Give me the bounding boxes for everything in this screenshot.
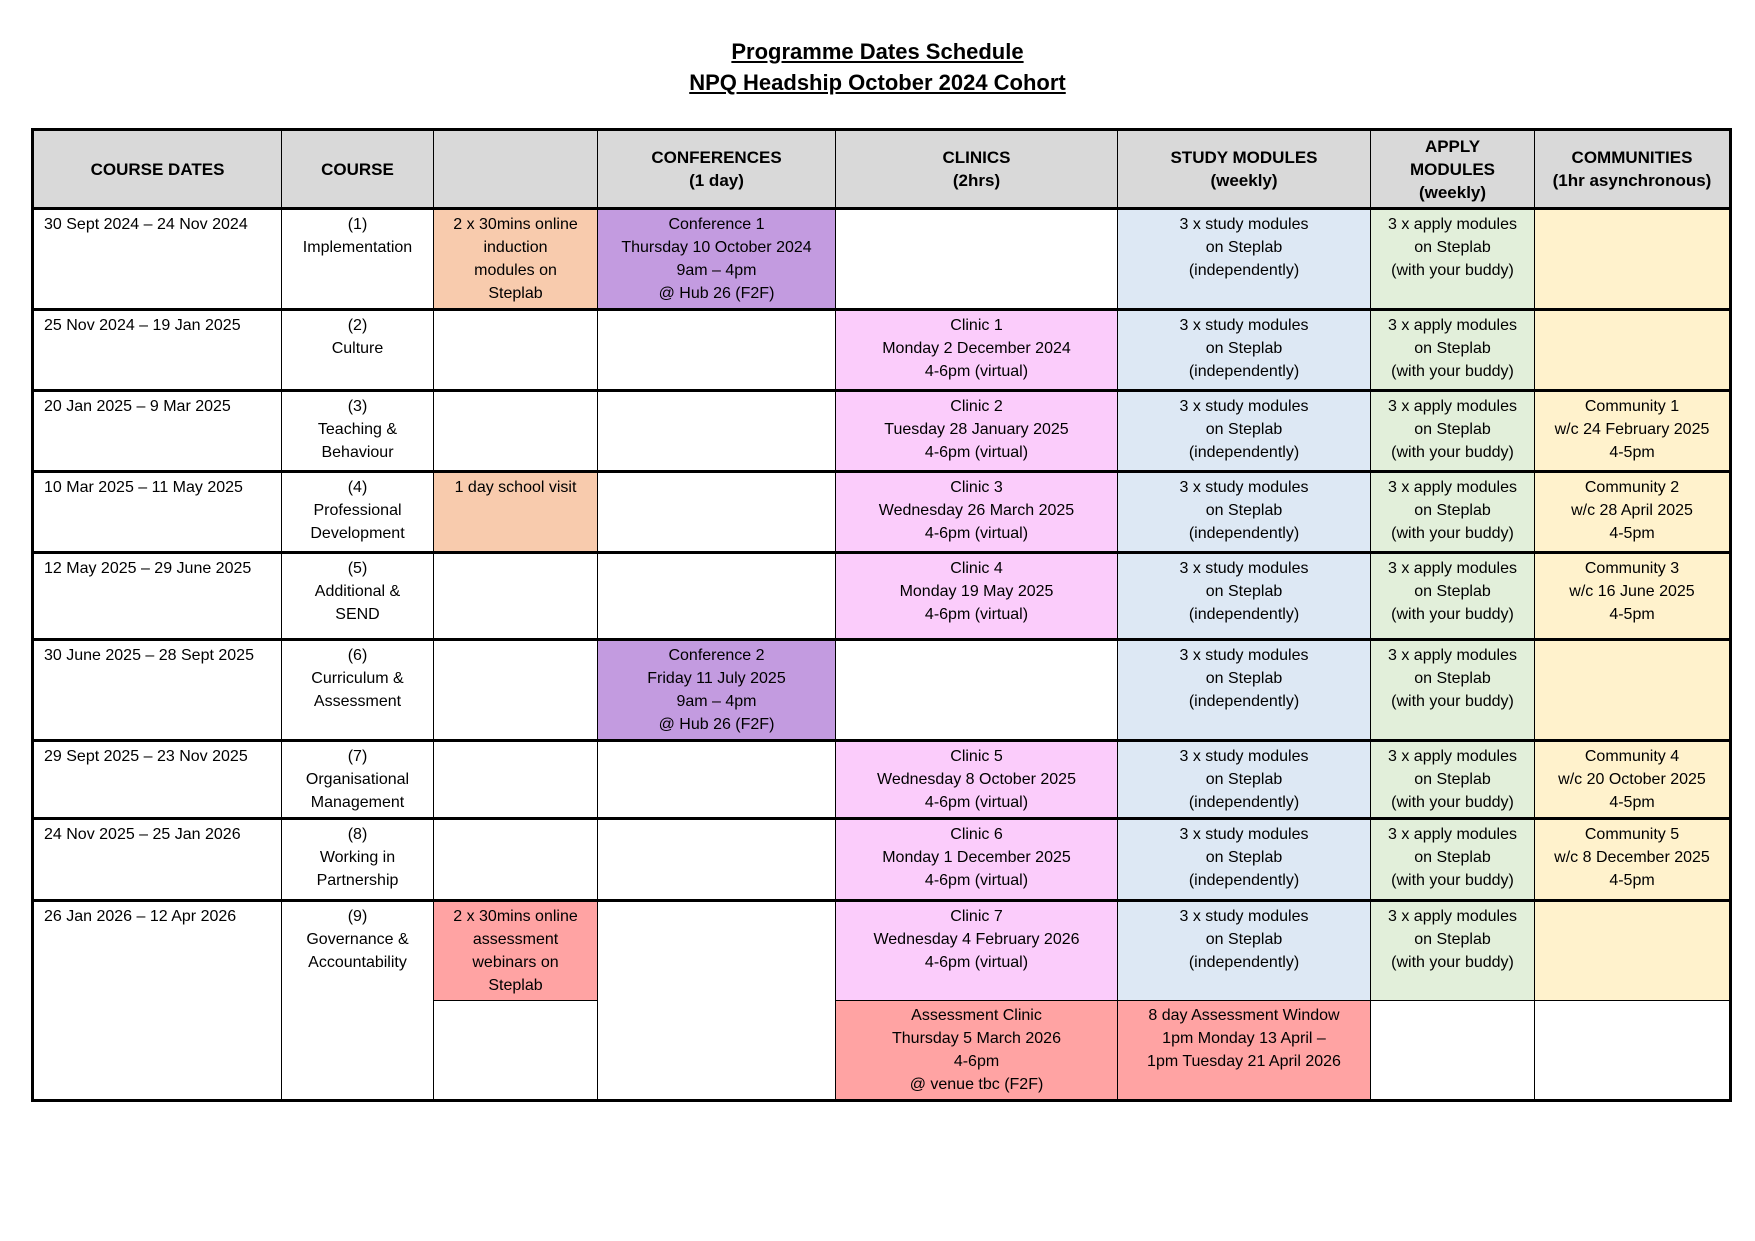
- text-line: on Steplab: [1414, 670, 1491, 687]
- course-cell: [282, 741, 434, 819]
- text-line: 1pm Tuesday 21 April 2026: [1147, 1053, 1341, 1070]
- text-line: (independently): [1188, 954, 1300, 971]
- text-line: 8 day Assessment Window: [1148, 1007, 1340, 1024]
- text-line: on Steplab: [1205, 771, 1283, 788]
- clinic-cell: [836, 310, 1118, 391]
- conference-cell: [598, 310, 836, 391]
- text-line: Monday 2 December 2024: [882, 340, 1071, 357]
- conference-cell: [598, 640, 836, 741]
- study-modules-cell: [1118, 310, 1371, 391]
- text-line: w/c 24 February 2025: [1554, 421, 1710, 438]
- text-line: (with your buddy): [1391, 444, 1514, 461]
- extra-activity-cell: [434, 1001, 598, 1101]
- course-cell: [282, 310, 434, 391]
- course-dates-cell: 25 Nov 2024 – 19 Jan 2025: [33, 310, 282, 391]
- text-line: 3 x study modules: [1179, 748, 1309, 765]
- text-line: on Steplab: [1205, 239, 1283, 256]
- community-cell: [1535, 741, 1731, 819]
- text-line: COMMUNITIES: [1571, 148, 1693, 167]
- text-line: (9): [347, 908, 368, 925]
- extra-activity-cell: [434, 741, 598, 819]
- text-line: Friday 11 July 2025: [647, 670, 786, 687]
- table-row: [33, 901, 1731, 1001]
- study-modules-cell: [1118, 640, 1371, 741]
- course-dates-cell: 24 Nov 2025 – 25 Jan 2026: [33, 819, 282, 901]
- text-line: 1pm Monday 13 April –: [1162, 1030, 1326, 1047]
- text-line: 3 x apply modules: [1388, 479, 1517, 496]
- text-line: Assessment: [313, 693, 402, 710]
- community-cell: [1535, 391, 1731, 472]
- text-line: 2 x 30mins online: [453, 216, 578, 233]
- clinic-cell: [836, 741, 1118, 819]
- text-line: (with your buddy): [1391, 363, 1514, 380]
- text-line: Culture: [331, 340, 384, 357]
- text-line: Clinic 6: [950, 826, 1003, 843]
- table-row: [33, 472, 1731, 553]
- text-line: 4-6pm (virtual): [924, 954, 1029, 971]
- text-line: 3 x apply modules: [1388, 317, 1517, 334]
- text-line: 3 x study modules: [1179, 647, 1309, 664]
- apply-modules-cell: [1371, 901, 1535, 1001]
- text-line: Clinic 3: [950, 479, 1003, 496]
- title-line-1: Programme Dates Schedule: [731, 39, 1024, 64]
- extra-activity-cell: [434, 819, 598, 901]
- text-line: 1 day school visit: [454, 479, 577, 496]
- schedule-table: [31, 128, 1732, 1102]
- text-line: Community 4: [1584, 748, 1680, 765]
- course-cell: [282, 640, 434, 741]
- text-line: (1hr asynchronous): [1552, 171, 1712, 190]
- text-line: CLINICS: [942, 148, 1011, 167]
- text-line: (independently): [1188, 444, 1300, 461]
- text-line: (with your buddy): [1391, 262, 1514, 279]
- text-line: (with your buddy): [1391, 606, 1514, 623]
- apply-modules-cell: [1371, 391, 1535, 472]
- text-line: (2): [347, 317, 368, 334]
- text-line: APPLY: [1424, 136, 1481, 156]
- conference-cell: [598, 472, 836, 553]
- text-line: 3 x apply modules: [1388, 398, 1517, 415]
- text-line: Wednesday 26 March 2025: [878, 502, 1075, 519]
- text-line: Organisational: [305, 771, 410, 788]
- text-line: (3): [347, 398, 368, 415]
- text-line: (independently): [1188, 525, 1300, 542]
- text-line: 3 x study modules: [1179, 216, 1309, 233]
- community-cell: [1535, 640, 1731, 741]
- text-line: Community 5: [1584, 826, 1680, 843]
- text-line: Wednesday 4 February 2026: [873, 931, 1080, 948]
- text-line: Clinic 1: [950, 317, 1003, 334]
- text-line: (with your buddy): [1391, 954, 1514, 971]
- assessment-clinic-cell: [836, 1001, 1118, 1101]
- text-line: 3 x study modules: [1179, 560, 1309, 577]
- community-cell: [1535, 1001, 1731, 1101]
- text-line: (8): [347, 826, 368, 843]
- table-row: [33, 640, 1731, 741]
- study-modules-cell: [1118, 741, 1371, 819]
- text-line: Management: [310, 794, 405, 811]
- text-line: @ Hub 26 (F2F): [658, 716, 775, 733]
- text-line: on Steplab: [1205, 340, 1283, 357]
- course-dates-cell: 29 Sept 2025 – 23 Nov 2025: [33, 741, 282, 819]
- community-cell: [1535, 310, 1731, 391]
- text-line: on Steplab: [1205, 502, 1283, 519]
- text-line: (with your buddy): [1391, 872, 1514, 889]
- text-line: 9am – 4pm: [676, 262, 757, 279]
- text-line: (weekly): [1210, 171, 1278, 190]
- text-line: w/c 8 December 2025: [1554, 849, 1710, 866]
- extra-activity-cell: [434, 901, 598, 1001]
- text-line: Community 1: [1584, 398, 1680, 415]
- text-line: 3 x apply modules: [1388, 908, 1517, 925]
- header-course-dates: COURSE DATES: [33, 130, 282, 209]
- text-line: Partnership: [316, 872, 399, 889]
- text-line: Conference 2: [668, 647, 765, 664]
- course-cell: [282, 472, 434, 553]
- text-line: (independently): [1188, 872, 1300, 889]
- extra-activity-cell: [434, 310, 598, 391]
- text-line: on Steplab: [1414, 502, 1491, 519]
- text-line: Steplab: [488, 977, 543, 994]
- course-cell: [282, 901, 434, 1101]
- text-line: (4): [347, 479, 368, 496]
- text-line: Thursday 10 October 2024: [621, 239, 812, 256]
- conference-cell: [598, 819, 836, 901]
- conference-cell: [598, 901, 836, 1101]
- text-line: (independently): [1188, 363, 1300, 380]
- text-line: 2 x 30mins online: [453, 908, 578, 925]
- text-line: modules on: [474, 262, 557, 279]
- apply-modules-cell: [1371, 553, 1535, 640]
- table-row: [33, 391, 1731, 472]
- text-line: Clinic 2: [950, 398, 1003, 415]
- study-modules-cell: [1118, 209, 1371, 310]
- text-line: Accountability: [308, 954, 407, 971]
- course-cell: [282, 819, 434, 901]
- text-line: SEND: [335, 606, 380, 623]
- study-modules-cell: [1118, 553, 1371, 640]
- text-line: 3 x apply modules: [1388, 216, 1517, 233]
- extra-activity-cell: [434, 391, 598, 472]
- text-line: Implementation: [302, 239, 413, 256]
- apply-modules-cell: [1371, 741, 1535, 819]
- text-line: Working in: [319, 849, 396, 866]
- text-line: 3 x study modules: [1179, 398, 1309, 415]
- table-row: [33, 819, 1731, 901]
- study-modules-cell: [1118, 472, 1371, 553]
- header-row: [33, 130, 1731, 209]
- text-line: 4-5pm: [1609, 872, 1655, 889]
- text-line: on Steplab: [1205, 931, 1283, 948]
- course-dates-cell: 30 June 2025 – 28 Sept 2025: [33, 640, 282, 741]
- text-line: MODULES: [1410, 159, 1495, 179]
- text-line: 4-5pm: [1609, 444, 1655, 461]
- study-modules-cell: [1118, 819, 1371, 901]
- apply-modules-cell: [1371, 310, 1535, 391]
- text-line: 4-6pm (virtual): [924, 872, 1029, 889]
- header-clinics: [836, 130, 1118, 209]
- table-row: [33, 310, 1731, 391]
- community-cell: [1535, 819, 1731, 901]
- extra-activity-cell: [434, 209, 598, 310]
- text-line: 4-5pm: [1609, 525, 1655, 542]
- text-line: 3 x study modules: [1179, 826, 1309, 843]
- header-conferences: [598, 130, 836, 209]
- text-line: (1 day): [689, 171, 744, 190]
- text-line: (2hrs): [952, 171, 1001, 190]
- text-line: (with your buddy): [1391, 693, 1514, 710]
- apply-modules-cell: [1371, 209, 1535, 310]
- text-line: assessment: [472, 931, 559, 948]
- clinic-cell: [836, 553, 1118, 640]
- text-line: Thursday 5 March 2026: [892, 1030, 1061, 1047]
- apply-modules-cell: [1371, 819, 1535, 901]
- conference-cell: [598, 391, 836, 472]
- header-study-modules: [1118, 130, 1371, 209]
- course-cell: [282, 209, 434, 310]
- text-line: 4-6pm (virtual): [924, 363, 1029, 380]
- text-line: (weekly): [1418, 182, 1487, 202]
- text-line: on Steplab: [1205, 670, 1283, 687]
- apply-modules-cell: [1371, 472, 1535, 553]
- text-line: 9am – 4pm: [676, 693, 757, 710]
- document-title: [0, 36, 1755, 98]
- course-dates-cell: 26 Jan 2026 – 12 Apr 2026: [33, 901, 282, 1101]
- community-cell: [1535, 472, 1731, 553]
- text-line: (independently): [1188, 606, 1300, 623]
- text-line: on Steplab: [1414, 931, 1491, 948]
- text-line: Tuesday 28 January 2025: [884, 421, 1069, 438]
- extra-activity-cell: [434, 472, 598, 553]
- course-dates-cell: 12 May 2025 – 29 June 2025: [33, 553, 282, 640]
- course-cell: [282, 391, 434, 472]
- text-line: @ Hub 26 (F2F): [658, 285, 775, 302]
- header-course: COURSE: [282, 130, 434, 209]
- text-line: on Steplab: [1414, 849, 1491, 866]
- clinic-cell: [836, 640, 1118, 741]
- text-line: w/c 28 April 2025: [1571, 502, 1693, 519]
- conference-cell: [598, 553, 836, 640]
- text-line: (independently): [1188, 794, 1300, 811]
- text-line: 4-6pm (virtual): [924, 606, 1029, 623]
- table-row: [33, 553, 1731, 640]
- text-line: 4-5pm: [1609, 606, 1655, 623]
- text-line: 3 x apply modules: [1388, 647, 1517, 664]
- text-line: (1): [347, 216, 368, 233]
- text-line: (5): [347, 560, 368, 577]
- course-dates-cell: 20 Jan 2025 – 9 Mar 2025: [33, 391, 282, 472]
- text-line: Clinic 5: [950, 748, 1003, 765]
- text-line: Behaviour: [321, 444, 394, 461]
- conference-cell: [598, 209, 836, 310]
- text-line: Professional: [313, 502, 402, 519]
- text-line: CONFERENCES: [651, 148, 782, 167]
- text-line: 3 x apply modules: [1388, 560, 1517, 577]
- study-modules-cell: [1118, 391, 1371, 472]
- text-line: Monday 1 December 2025: [882, 849, 1071, 866]
- community-cell: [1535, 553, 1731, 640]
- text-line: Monday 19 May 2025: [899, 583, 1054, 600]
- apply-modules-cell: [1371, 640, 1535, 741]
- community-cell: [1535, 901, 1731, 1001]
- text-line: on Steplab: [1414, 239, 1491, 256]
- course-cell: [282, 553, 434, 640]
- text-line: 3 x apply modules: [1388, 826, 1517, 843]
- text-line: on Steplab: [1414, 583, 1491, 600]
- text-line: 4-6pm (virtual): [924, 525, 1029, 542]
- text-line: 3 x study modules: [1179, 908, 1309, 925]
- text-line: (independently): [1188, 262, 1300, 279]
- text-line: (6): [347, 647, 368, 664]
- text-line: 3 x study modules: [1179, 479, 1309, 496]
- course-dates-cell: 10 Mar 2025 – 11 May 2025: [33, 472, 282, 553]
- text-line: Steplab: [488, 285, 543, 302]
- clinic-cell: [836, 391, 1118, 472]
- header-communities: [1535, 130, 1731, 209]
- clinic-cell: [836, 209, 1118, 310]
- text-line: Development: [310, 525, 405, 542]
- text-line: Wednesday 8 October 2025: [877, 771, 1076, 788]
- text-line: Assessment Clinic: [911, 1007, 1042, 1024]
- text-line: @ venue tbc (F2F): [909, 1076, 1044, 1093]
- text-line: (7): [347, 748, 368, 765]
- extra-activity-cell: [434, 553, 598, 640]
- community-cell: [1535, 209, 1731, 310]
- text-line: Community 2: [1584, 479, 1680, 496]
- text-line: 4-6pm (virtual): [924, 444, 1029, 461]
- text-line: Teaching &: [317, 421, 398, 438]
- header-blank: [434, 130, 598, 209]
- text-line: on Steplab: [1414, 340, 1491, 357]
- assessment-window-cell: [1118, 1001, 1371, 1101]
- text-line: on Steplab: [1205, 583, 1283, 600]
- text-line: Clinic 4: [950, 560, 1003, 577]
- text-line: Curriculum &: [311, 670, 404, 687]
- text-line: Governance &: [306, 931, 409, 948]
- study-modules-cell: [1118, 901, 1371, 1001]
- extra-activity-cell: [434, 640, 598, 741]
- text-line: on Steplab: [1205, 421, 1283, 438]
- text-line: (with your buddy): [1391, 794, 1514, 811]
- text-line: Community 3: [1584, 560, 1680, 577]
- text-line: w/c 16 June 2025: [1569, 583, 1695, 600]
- table-row: [33, 741, 1731, 819]
- text-line: on Steplab: [1205, 849, 1283, 866]
- text-line: 4-6pm (virtual): [924, 794, 1029, 811]
- text-line: (independently): [1188, 693, 1300, 710]
- course-dates-cell: 30 Sept 2024 – 24 Nov 2024: [33, 209, 282, 310]
- clinic-cell: [836, 819, 1118, 901]
- clinic-cell: [836, 472, 1118, 553]
- text-line: Conference 1: [668, 216, 765, 233]
- schedule-body: [33, 209, 1731, 1101]
- text-line: 4-5pm: [1609, 794, 1655, 811]
- text-line: 4-6pm: [953, 1053, 1000, 1070]
- apply-modules-cell: [1371, 1001, 1535, 1101]
- text-line: w/c 20 October 2025: [1558, 771, 1706, 788]
- clinic-cell: [836, 901, 1118, 1001]
- table-row: [33, 209, 1731, 310]
- title-line-2: NPQ Headship October 2024 Cohort: [689, 70, 1066, 95]
- text-line: Additional &: [314, 583, 401, 600]
- text-line: induction: [483, 239, 548, 256]
- header-apply-modules: [1371, 130, 1535, 209]
- text-line: (with your buddy): [1391, 525, 1514, 542]
- text-line: 3 x apply modules: [1388, 748, 1517, 765]
- text-line: on Steplab: [1414, 421, 1491, 438]
- text-line: on Steplab: [1414, 771, 1491, 788]
- text-line: webinars on: [472, 954, 559, 971]
- text-line: STUDY MODULES: [1170, 148, 1318, 167]
- conference-cell: [598, 741, 836, 819]
- text-line: 3 x study modules: [1179, 317, 1309, 334]
- text-line: Clinic 7: [950, 908, 1003, 925]
